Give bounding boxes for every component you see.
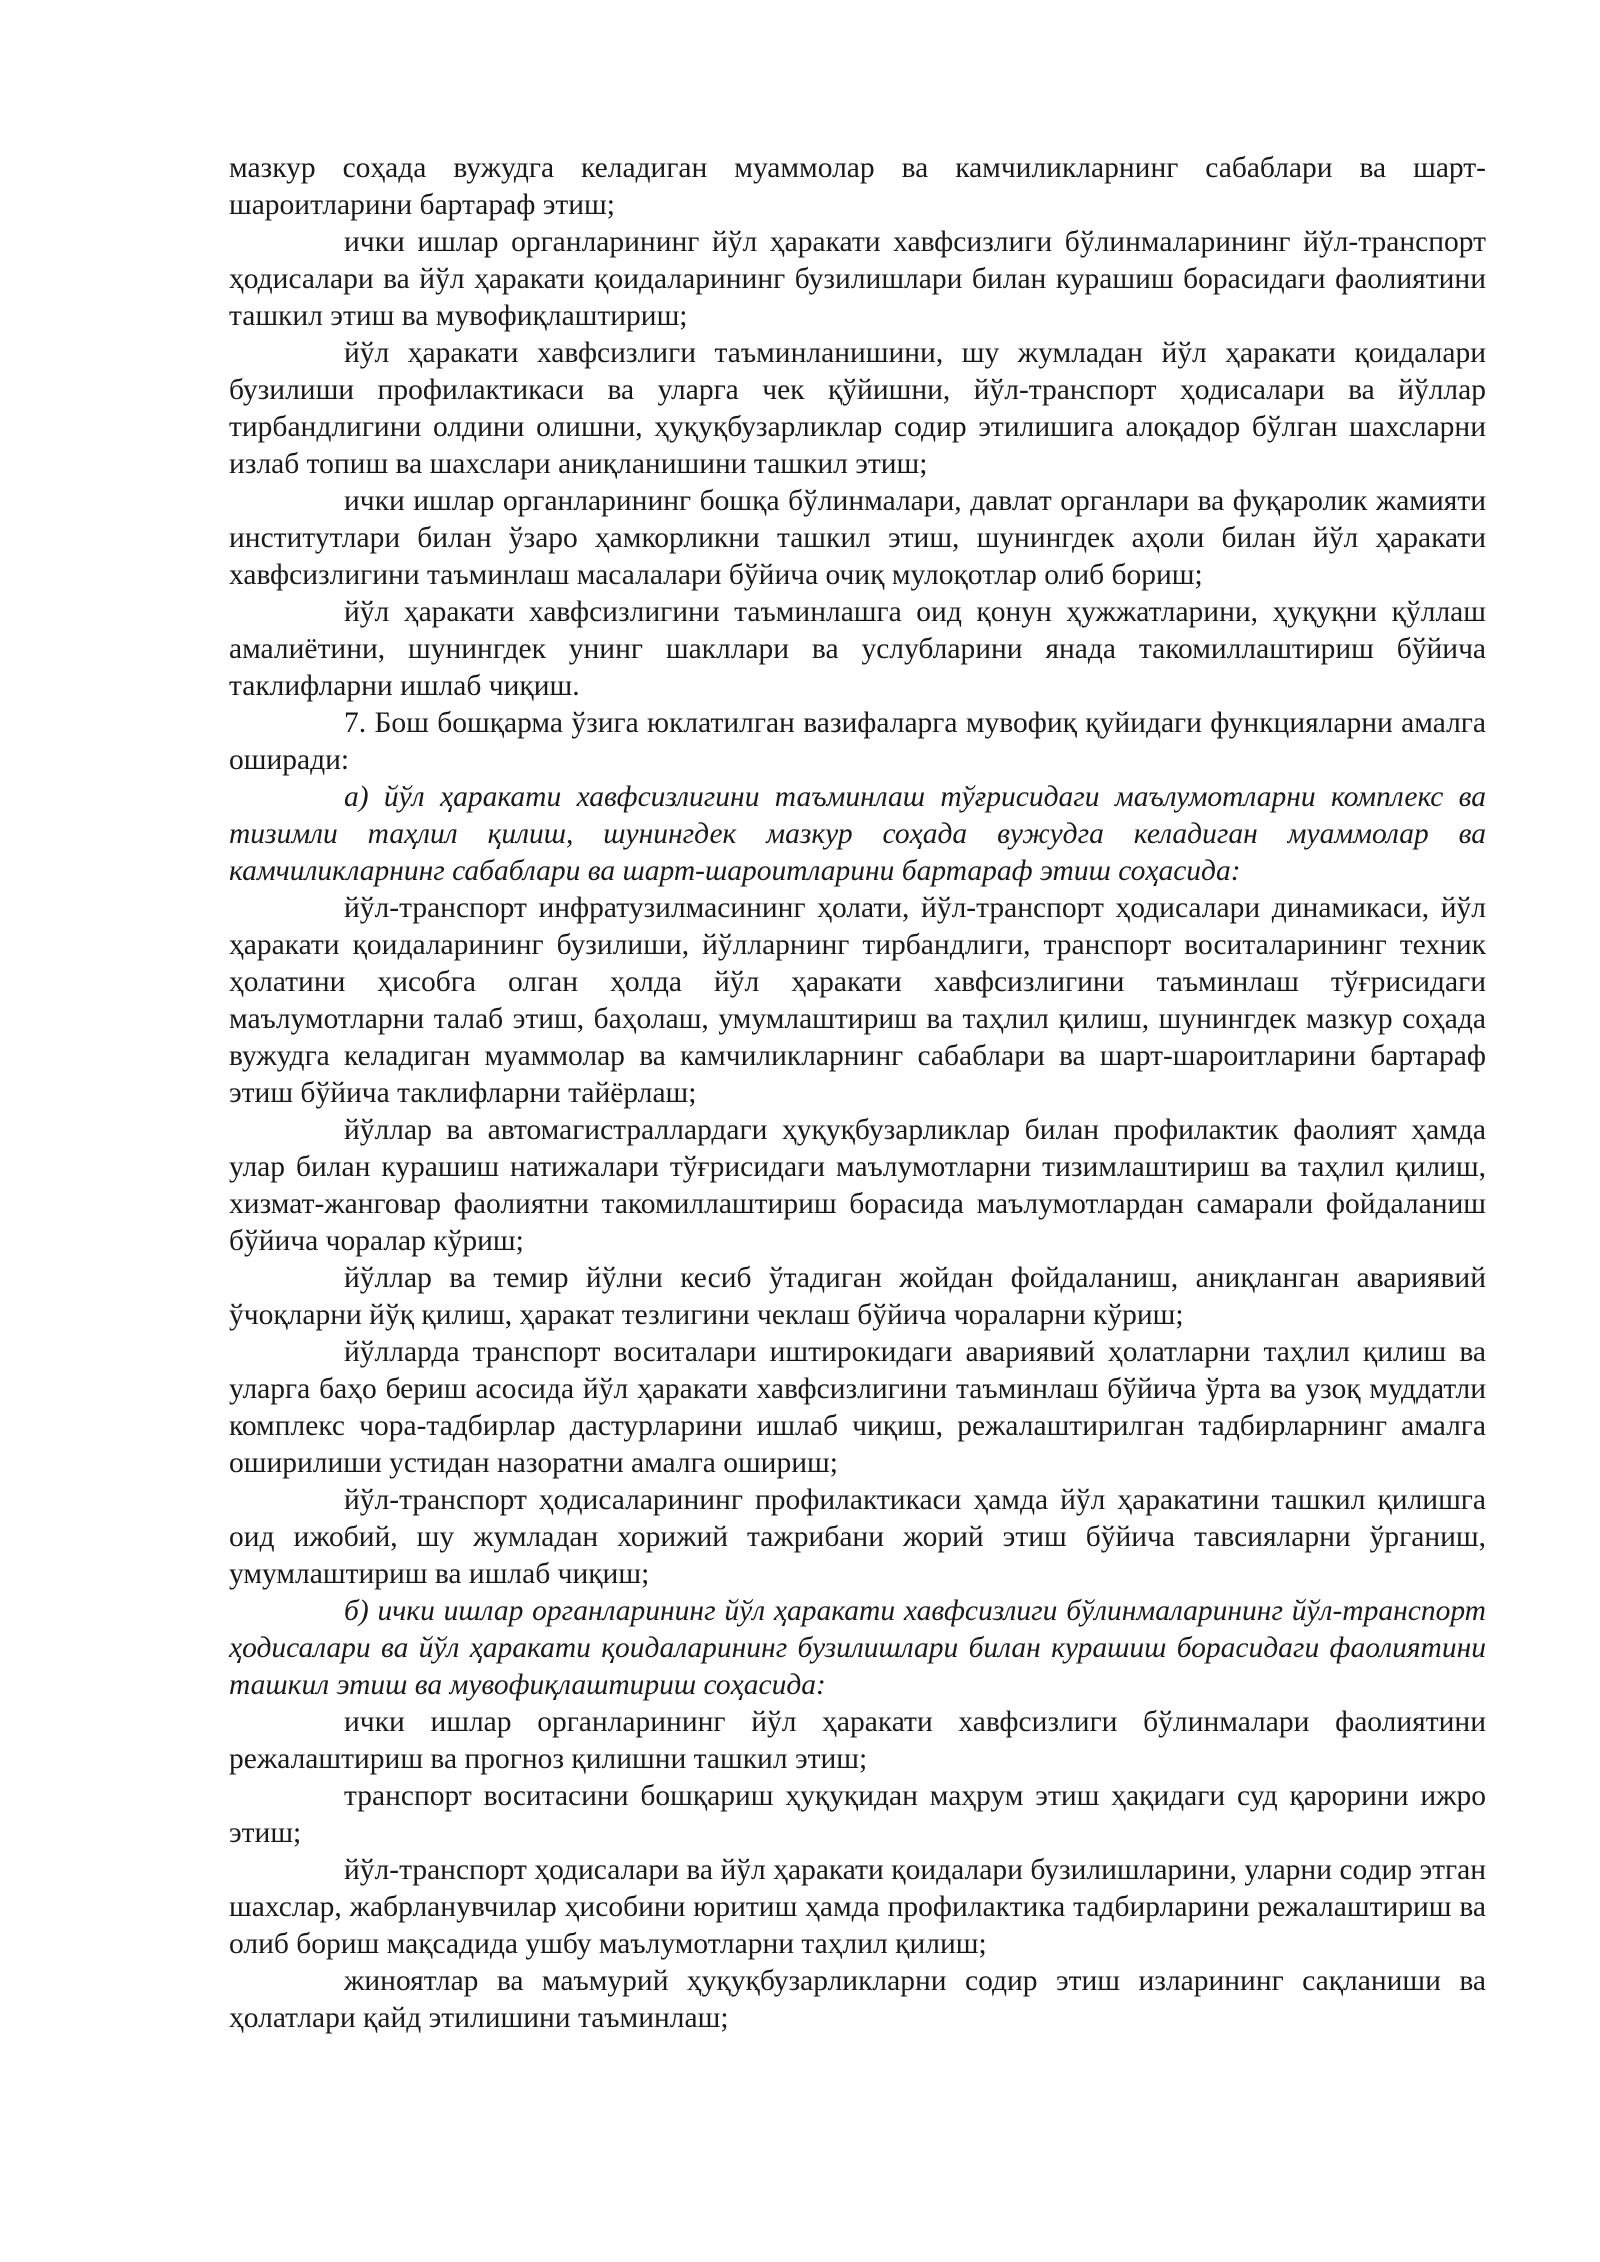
paragraph: йўллар ва темир йўлни кесиб ўтадиган жойдан фойдаланиш, аниқланган авариявий ўчоқларни йўқ қилиш, ҳаракат тезлигини чеклаш бўйича чораларни кўриш; xyxy=(229,1262,1486,1331)
paragraph: йўл-транспорт ҳодисалари ва йўл ҳаракати қоидалари бузилишларини, уларни содир этган шахслар, жабрланувчилар ҳисобини юритиш ҳамда профилактика тадбирларини режалаштириш ва олиб бориш мақсадида ушбу маълумотларни таҳлил қилиш; xyxy=(229,1854,1486,1960)
paragraph-continuation: мазкур соҳада вужудга келадиган муаммолар ва камчиликларнинг сабаблари ва шарт-шароитларини бартараф этиш; xyxy=(229,152,1486,221)
paragraph: йўл-транспорт ҳодисаларининг профилактикаси ҳамда йўл ҳаракатини ташкил қилишга оид ижобий, шу жумладан хорижий тажрибани жорий этиш бўйича тавсияларни ўрганиш, умумлаштириш ва ишлаб чиқиш; xyxy=(229,1484,1486,1590)
subsection-a-heading: а) йўл ҳаракати хавфсизлигини таъминлаш тўғрисидаги маълумотларни комплекс ва тизимли таҳлил қилиш, шунингдек мазкур соҳада вужудга келадиган муаммолар ва камчиликларнинг сабаблари ва шарт-шароитларини бартараф этиш соҳасида: xyxy=(229,781,1486,887)
paragraph: ички ишлар органларининг бошқа бўлинмалари, давлат органлари ва фуқаролик жамияти институтлари билан ўзаро ҳамкорликни ташкил этиш, шунингдек аҳоли билан йўл ҳаракати хавфсизлигини таъминлаш масалалари бўйича очиқ мулоқотлар олиб бориш; xyxy=(229,485,1486,591)
paragraph: транспорт воситасини бошқариш ҳуқуқидан маҳрум этиш ҳақидаги суд қарорини ижро этиш; xyxy=(229,1780,1486,1849)
document-body xyxy=(229,150,1486,2037)
subsection-b-heading: б) ички ишлар органларининг йўл ҳаракати хавфсизлиги бўлинмаларининг йўл-транспорт ҳодисалари ва йўл ҳаракати қоидаларининг бузилишлари билан курашиш борасидаги фаолиятини ташкил этиш ва мувофиқлаштириш соҳасида: xyxy=(229,1595,1486,1701)
paragraph: йўл ҳаракати хавфсизлиги таъминланишини, шу жумладан йўл ҳаракати қоидалари бузилиши профилактикаси ва уларга чек қўйишни, йўл-транспорт ҳодисалари ва йўллар тирбандлигини олдини олишни, ҳуқуқбузарликлар содир этилишига алоқадор бўлган шахсларни излаб топиш ва шахслари аниқланишини ташкил этиш; xyxy=(229,337,1486,480)
paragraph: йўл ҳаракати хавфсизлигини таъминлашга оид қонун ҳужжатларини, ҳуқуқни қўллаш амалиётини, шунингдек унинг шакллари ва услубларини янада такомиллаштириш бўйича таклифларни ишлаб чиқиш. xyxy=(229,596,1486,702)
paragraph: жиноятлар ва маъмурий ҳуқуқбузарликларни содир этиш изларининг сақланиши ва ҳолатлари қайд этилишини таъминлаш; xyxy=(229,1965,1486,2034)
paragraph: ички ишлар органларининг йўл ҳаракати хавфсизлиги бўлинмаларининг йўл-транспорт ҳодисалари ва йўл ҳаракати қоидаларининг бузилишлари билан курашиш борасидаги фаолиятини ташкил этиш ва мувофиқлаштириш; xyxy=(229,226,1486,332)
section-7-heading: 7. Бош бошқарма ўзига юклатилган вазифаларга мувофиқ қуйидаги функцияларни амалга оширади: xyxy=(229,707,1486,776)
paragraph: ички ишлар органларининг йўл ҳаракати хавфсизлиги бўлинмалари фаолиятини режалаштириш ва прогноз қилишни ташкил этиш; xyxy=(229,1706,1486,1775)
paragraph: йўлларда транспорт воситалари иштирокидаги авариявий ҳолатларни таҳлил қилиш ва уларга баҳо бериш асосида йўл ҳаракати хавфсизлигини таъминлаш бўйича ўрта ва узоқ муддатли комплекс чора-тадбирлар дастурларини ишлаб чиқиш, режалаштирилган тадбирларнинг амалга оширилиши устидан назоратни амалга ошириш; xyxy=(229,1336,1486,1479)
paragraph: йўллар ва автомагистраллардаги ҳуқуқбузарликлар билан профилактик фаолият ҳамда улар билан курашиш натижалари тўғрисидаги маълумотларни тизимлаштириш ва таҳлил қилиш, хизмат-жанговар фаолиятни такомиллаштириш борасида маълумотлардан самарали фойдаланиш бўйича чоралар кўриш; xyxy=(229,1114,1486,1257)
paragraph: йўл-транспорт инфратузилмасининг ҳолати, йўл-транспорт ҳодисалари динамикаси, йўл ҳаракати қоидаларининг бузилиши, йўлларнинг тирбандлиги, транспорт воситаларининг техник ҳолатини ҳисобга олган ҳолда йўл ҳаракати хавфсизлигини таъминлаш тўғрисидаги маълумотларни талаб этиш, баҳолаш, умумлаштириш ва таҳлил қилиш, шунингдек мазкур соҳада вужудга келадиган муаммолар ва камчиликларнинг сабаблари ва шарт-шароитларини бартараф этиш бўйича таклифларни тайёрлаш; xyxy=(229,892,1486,1109)
